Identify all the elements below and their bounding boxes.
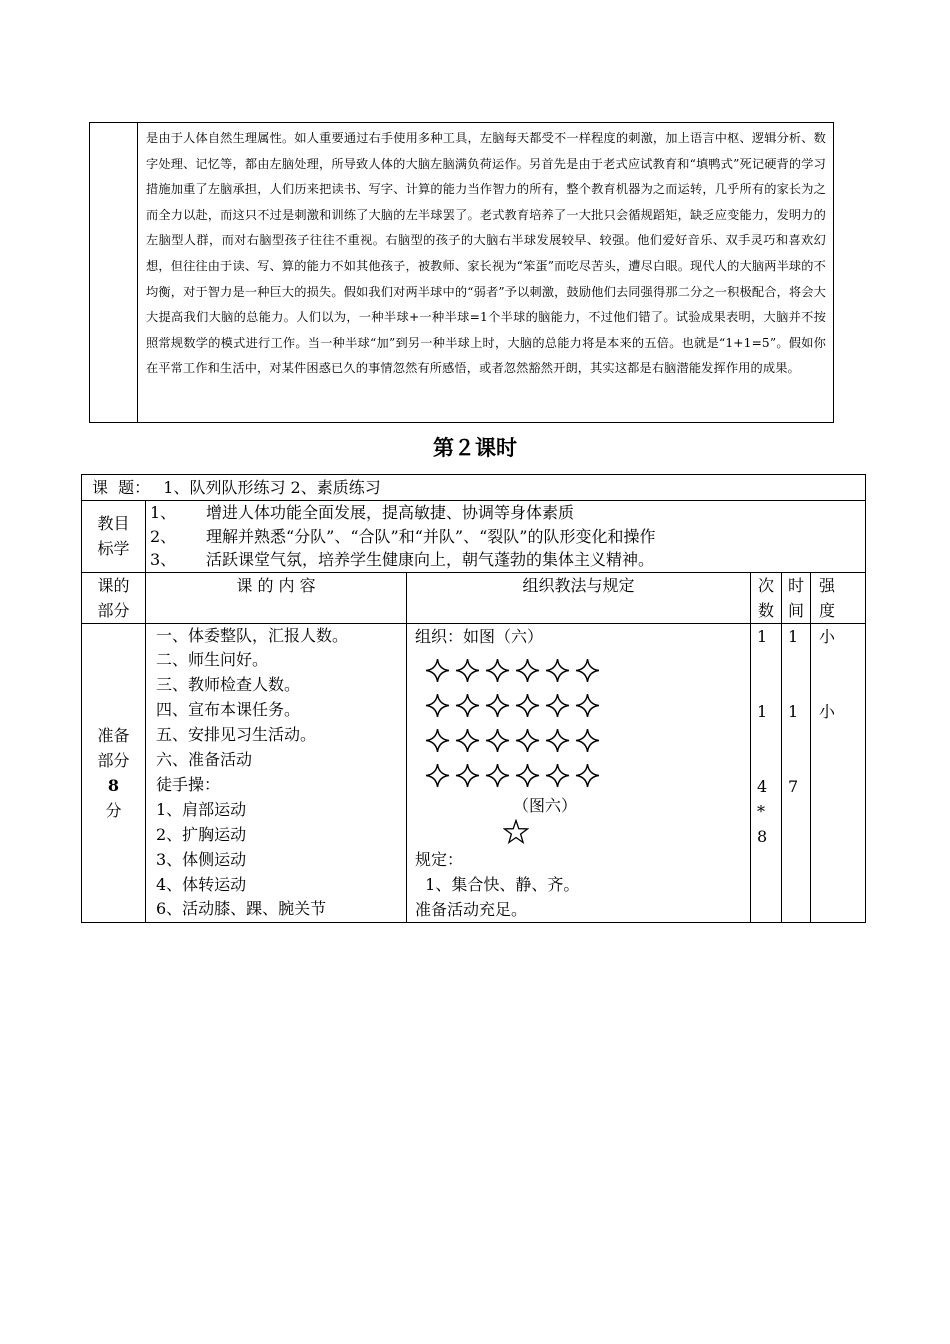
four-point-star-icon [515, 763, 540, 788]
topic-value: 1、队列队形练习 2、素质练习 [163, 478, 381, 497]
header-content: 课 的 内 容 [146, 572, 407, 623]
content-line: 徒手操： [156, 774, 221, 794]
header-intensity: 强 度 [811, 572, 866, 623]
content-line: 一、体委整队，汇报人数。 [156, 625, 349, 645]
content-line: 3、体侧运动 [156, 849, 247, 869]
prep-label: 准备 部分 8 分 [82, 623, 146, 923]
prep-duration: 1 1 7 [782, 623, 811, 923]
four-point-star-icon [455, 658, 480, 683]
continuation-left-cell [90, 123, 138, 422]
header-organization: 组织教法与规定 [407, 572, 751, 623]
objectives-list [146, 501, 866, 573]
lesson-plan-table [81, 474, 866, 923]
content-line: 三、教师检查人数。 [156, 675, 301, 695]
rules-title: 规定： [415, 849, 464, 869]
content-line: 1、肩部运动 [156, 799, 247, 819]
four-point-star-icon [485, 728, 510, 753]
header-row [82, 572, 866, 623]
content-line: 二、师生问好。 [156, 650, 269, 670]
header-times: 次 数 [751, 572, 782, 623]
prep-organization [407, 623, 751, 923]
formation-row [425, 688, 746, 723]
four-point-star-icon [455, 763, 480, 788]
four-point-star-icon [425, 763, 450, 788]
four-point-star-icon [515, 728, 540, 753]
section-title: 第２课时 [433, 436, 517, 460]
four-point-star-icon [485, 658, 510, 683]
four-point-star-icon [575, 763, 600, 788]
four-point-star-icon [455, 728, 480, 753]
four-point-star-icon [545, 658, 570, 683]
four-point-star-icon [575, 693, 600, 718]
header-part: 课的 部分 [82, 572, 146, 623]
continuation-table [89, 122, 834, 423]
four-point-star-icon [545, 728, 570, 753]
content-line: 五、安排见习生活动。 [156, 725, 317, 745]
formation-row [425, 758, 746, 793]
formation-row [425, 653, 746, 688]
four-point-star-icon [485, 763, 510, 788]
figure-label: （图六） [513, 795, 578, 815]
rule-line: 1、集合快、静、齐。 [415, 874, 580, 894]
four-point-star-icon [515, 658, 540, 683]
prep-intensity: 小 小 [811, 623, 866, 923]
four-point-star-icon [485, 693, 510, 718]
content-line: 6、活动膝、踝、腕关节 [156, 899, 327, 919]
four-point-star-icon [425, 658, 450, 683]
prep-times: 1 1 4 * 8 [751, 623, 782, 923]
objective-item: 1、 增进人体功能全面发展，提高敏捷、协调等身体素质 [150, 503, 575, 522]
formation-diagram [425, 653, 746, 793]
four-point-star-icon [575, 728, 600, 753]
prep-minutes: 8 [107, 775, 120, 795]
continuation-paragraph: 是由于人体自然生理属性。如人重要通过右手使用多种工具，左脑每天都受不一样程度的刺激，加上语言中枢、逻辑分析、数字处理、记忆等，都由左脑处理，所导致人体的大脑左脑满负荷运作。另首先是由于老式应试教育和“填鸭式”死记硬背的学习措施加重了左脑承担，人们历来把读书、写字、计算的能力当作智力的所有，整个教育机器为之而运转，几乎所有的家长为之而全力以赴，而这只不过是刺激和训练了大脑的左半球罢了。老式教育培养了一大批只会循规蹈矩，缺乏应变能力，发明力的左脑型人群，而对右脑型孩子往往不重视。右脑型的孩子的大脑右半球发展较早、较强。他们爱好音乐、双手灵巧和喜欢幻想，但往往由于读、写、算的能力不如其他孩子，被教师、家长视为“笨蛋”而吃尽苦头，遭尽白眼。现代人的大脑两半球的不均衡，对于智力是一种巨大的损失。假如我们对两半球中的“弱者”予以刺激，鼓励他们去同强得那二分之一积极配合，将会大大提高我们大脑的总能力。人们以为，一种半球+一种半球=1个半球的脑能力，不过他们错了。试验成果表明，大脑并不按照常规数学的模式进行工作。当一种半球“加”到另一种半球上时，大脑的总能力将是本来的五倍。也就是“1+1=5”。假如你在平常工作和生活中，对某件困惑已久的事情忽然有所感悟，或者忽然豁然开朗，其实这都是右脑潜能发挥作用的成果。 [146, 131, 826, 376]
prep-row [82, 623, 866, 923]
content-line: 2、扩胸运动 [156, 824, 247, 844]
teacher-star-icon [415, 819, 746, 847]
four-point-star-icon [515, 693, 540, 718]
topic-row [82, 475, 866, 501]
objectives-label: 教目 标学 [82, 501, 146, 573]
objective-item: 3、 活跃课堂气氛，培养学生健康向上，朝气蓬勃的集体主义精神。 [150, 550, 655, 569]
objective-item: 2、 理解并熟悉“分队”、“合队”和“并队”、“裂队”的队形变化和操作 [150, 526, 656, 546]
content-line: 六、准备活动 [156, 750, 253, 770]
objectives-row [82, 501, 866, 573]
content-line: 4、体转运动 [156, 874, 247, 894]
four-point-star-icon [425, 693, 450, 718]
four-point-star-icon [545, 763, 570, 788]
org-title: 组织：如图（六） [415, 626, 544, 646]
rule-line: 准备活动充足。 [415, 899, 528, 919]
header-duration: 时 间 [782, 572, 811, 623]
content-line: 四、宣布本课任务。 [156, 700, 301, 720]
four-point-star-icon [545, 693, 570, 718]
four-point-star-icon [455, 693, 480, 718]
four-point-star-icon [575, 658, 600, 683]
prep-content [146, 623, 407, 923]
topic-label: 课 题： [92, 478, 151, 497]
formation-row [425, 723, 746, 758]
four-point-star-icon [425, 728, 450, 753]
